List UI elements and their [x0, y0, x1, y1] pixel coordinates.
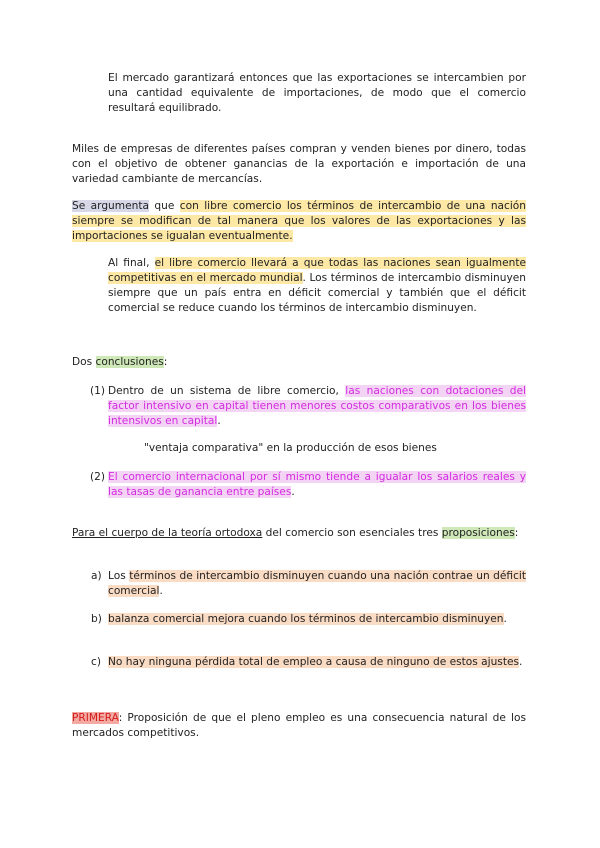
final-paragraph: Al final, el libre comercio llevará a que todas las naciones sean igualmente competitivas en el mercado mundial. Los términos de intercambio disminuyen siempre que un país entra en déficit comercial y también que el déficit comercial se reduce cuando los términos de intercambio disminuyen.	[108, 257, 526, 314]
prop-c-label: c)	[91, 656, 101, 668]
argumento-highlight: con libre comercio los términos de intercambio de una nación siempre se modifican de tal manera que los valores de las exportaciones y las importaciones se igualan eventualmente	[72, 200, 526, 242]
conclusion-2-highlight: El comercio internacional por sí mismo tiende a igualar los salarios reales y las tasas de ganancia entre países	[108, 471, 526, 498]
prop-b-text: balanza comercial mejora cuando los términos de intercambio disminuyen.	[108, 613, 507, 625]
prop-c-highlight: No hay ninguna pérdida total de empleo a causa de ninguno de estos ajustes	[108, 656, 520, 668]
proposiciones-highlight: proposiciones	[441, 527, 515, 539]
prop-a-label: a)	[91, 570, 102, 582]
teoria-paragraph: Para el cuerpo de la teoría ortodoxa del comercio son esenciales tres proposiciones:	[72, 527, 519, 539]
conclusion-2-number: (2)	[90, 471, 106, 483]
prop-b-highlight: balanza comercial mejora cuando los términos de intercambio disminuyen	[108, 613, 504, 625]
prop-a-text: Los términos de intercambio disminuyen cuando una nación contrae un déficit comercial.	[108, 570, 527, 597]
argumento-lead: Se argumenta	[72, 200, 149, 212]
conclusion-2-text: El comercio internacional por sí mismo tiende a igualar los salarios reales y las tasas de ganancia entre países.	[108, 471, 526, 498]
primera-label: PRIMERA	[72, 712, 119, 724]
teoria-underlined: Para el cuerpo de la teoría ortodoxa	[72, 527, 263, 539]
primera-paragraph: PRIMERA: Proposición de que el pleno empleo es una consecuencia natural de los mercados competitivos.	[72, 712, 526, 739]
conclusion-1-text: Dentro de un sistema de libre comercio, las naciones con dotaciones del factor intensivo en capital tienen menores costos comparativos en los bienes intensivos en capital.	[108, 385, 526, 427]
conclusiones-heading: Dos conclusiones:	[72, 356, 168, 368]
prop-b-label: b)	[91, 613, 102, 625]
empresas-paragraph: Miles de empresas de diferentes países compran y venden bienes por dinero, todas con el objetivo de obtener ganancias de la exportación e importación de una variedad cambiante de mercancías.	[72, 143, 526, 185]
conclusiones-highlight: conclusiones	[95, 356, 164, 368]
argumento-paragraph: Se argumenta que con libre comercio los términos de intercambio de una nación siempre se modifican de tal manera que los valores de las exportaciones y las importaciones se igualan eventualmente.	[72, 200, 526, 242]
ventaja-note: "ventaja comparativa" en la producción de esos bienes	[144, 442, 437, 454]
intro-indented-paragraph: El mercado garantizará entonces que las exportaciones se intercambien por una cantidad equivalente de importaciones, de modo que el comercio resultará equilibrado.	[108, 72, 526, 114]
prop-c-text: No hay ninguna pérdida total de empleo a causa de ninguno de estos ajustes.	[108, 656, 523, 668]
prop-a-highlight: términos de intercambio disminuyen cuando una nación contrae un déficit comercial	[108, 570, 527, 597]
conclusion-1-highlight: las naciones con dotaciones del factor intensivo en capital tienen menores costos comparativos en los bienes intensivos en capital	[108, 385, 526, 427]
conclusion-1-number: (1)	[90, 385, 106, 397]
final-highlight: el libre comercio llevará a que todas las naciones sean igualmente competitivas en el mercado mundial	[108, 257, 526, 284]
